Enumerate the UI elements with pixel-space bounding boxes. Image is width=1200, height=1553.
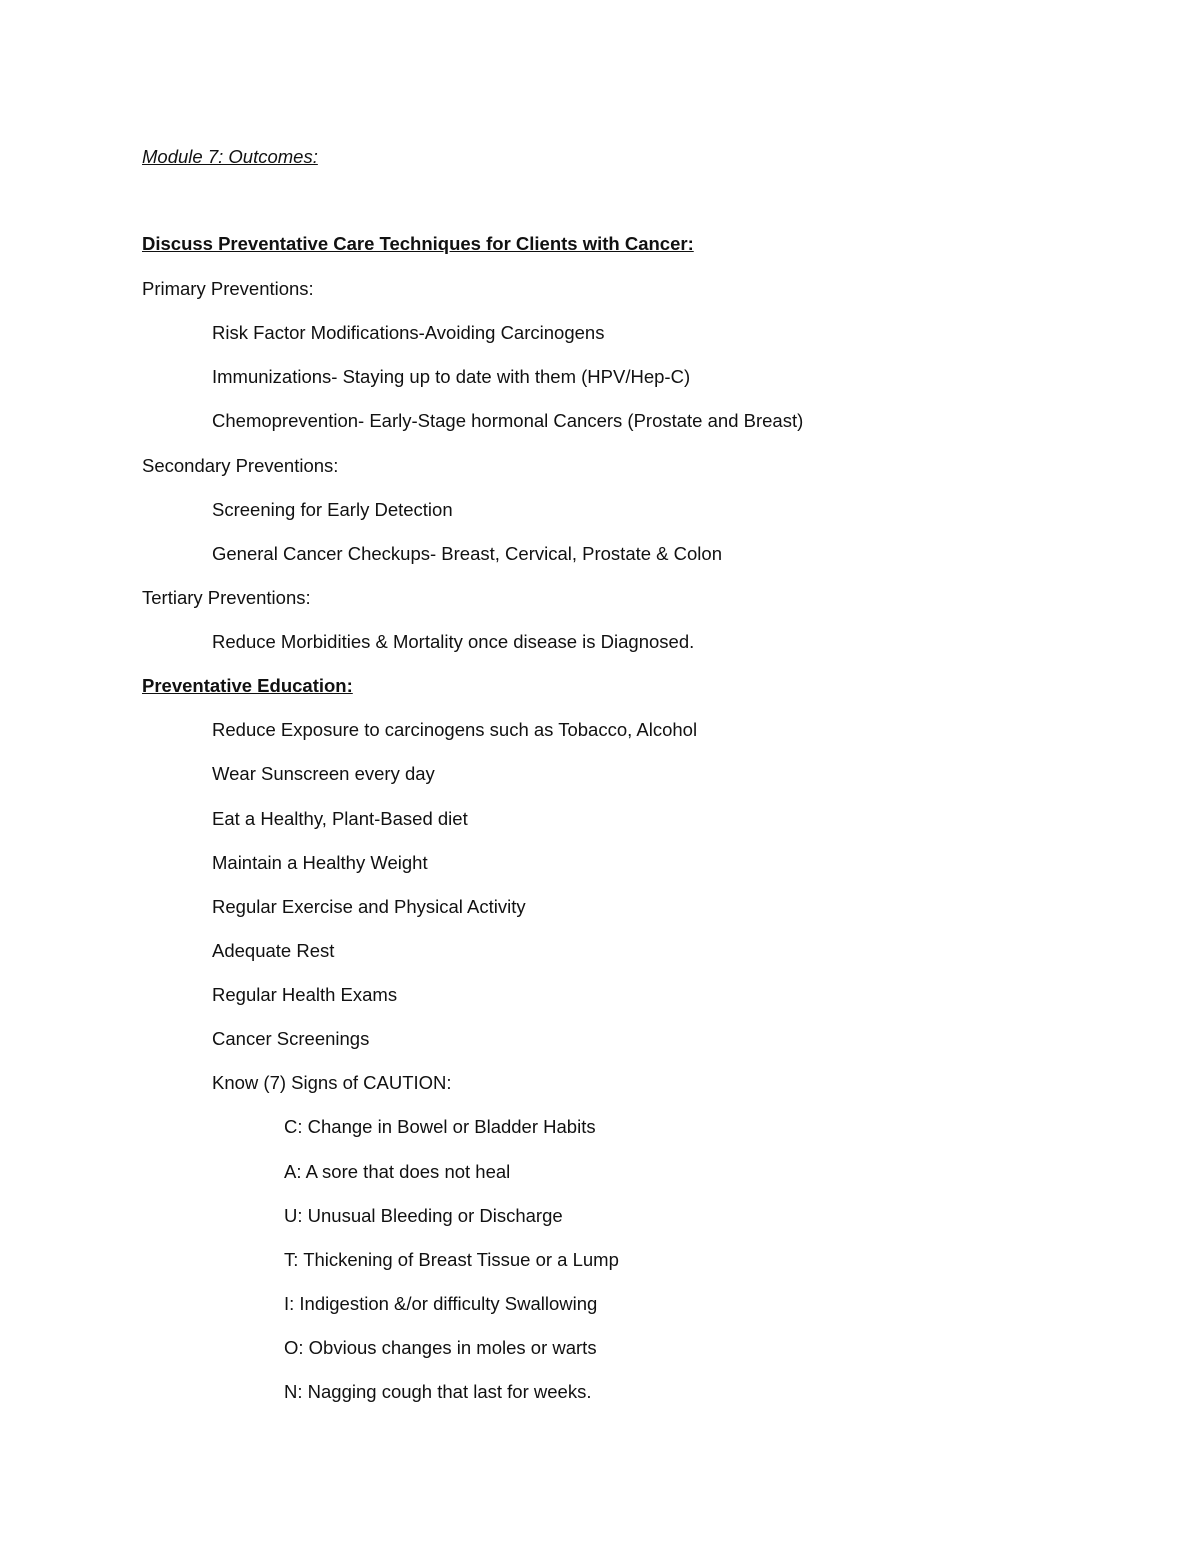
primary-prevention-item: Immunizations- Staying up to date with them (HPV/Hep-C) — [212, 366, 691, 387]
caution-sign-item: A: A sore that does not heal — [284, 1161, 511, 1182]
education-item: Cancer Screenings — [212, 1028, 370, 1049]
caution-sign-item: I: Indigestion &/or difficulty Swallowing — [284, 1293, 598, 1314]
education-item: Regular Exercise and Physical Activity — [212, 896, 526, 917]
primary-preventions-label: Primary Preventions: — [142, 278, 314, 299]
document-title: Module 7: Outcomes: — [142, 146, 318, 167]
secondary-prevention-item: Screening for Early Detection — [212, 499, 453, 520]
education-item: Maintain a Healthy Weight — [212, 852, 428, 873]
section-heading-preventative-education: Preventative Education: — [142, 675, 353, 696]
caution-sign-item: C: Change in Bowel or Bladder Habits — [284, 1116, 596, 1137]
education-item: Eat a Healthy, Plant-Based diet — [212, 808, 468, 829]
secondary-prevention-item: General Cancer Checkups- Breast, Cervical, Prostate & Colon — [212, 543, 722, 564]
caution-sign-item: U: Unusual Bleeding or Discharge — [284, 1205, 563, 1226]
caution-signs-label: Know (7) Signs of CAUTION: — [212, 1072, 452, 1093]
caution-sign-item: O: Obvious changes in moles or warts — [284, 1337, 597, 1358]
caution-sign-item: N: Nagging cough that last for weeks. — [284, 1381, 592, 1402]
education-item: Wear Sunscreen every day — [212, 763, 435, 784]
education-item: Reduce Exposure to carcinogens such as Tobacco, Alcohol — [212, 719, 698, 740]
primary-prevention-item: Chemoprevention- Early-Stage hormonal Cancers (Prostate and Breast) — [212, 410, 804, 431]
education-item: Adequate Rest — [212, 940, 335, 961]
primary-prevention-item: Risk Factor Modifications-Avoiding Carcinogens — [212, 322, 605, 343]
secondary-preventions-label: Secondary Preventions: — [142, 455, 339, 476]
section-heading-preventative-care: Discuss Preventative Care Techniques for Clients with Cancer: — [142, 233, 694, 254]
tertiary-preventions-label: Tertiary Preventions: — [142, 587, 311, 608]
caution-sign-item: T: Thickening of Breast Tissue or a Lump — [284, 1249, 619, 1270]
tertiary-prevention-item: Reduce Morbidities & Mortality once disease is Diagnosed. — [212, 631, 695, 652]
education-item: Regular Health Exams — [212, 984, 398, 1005]
